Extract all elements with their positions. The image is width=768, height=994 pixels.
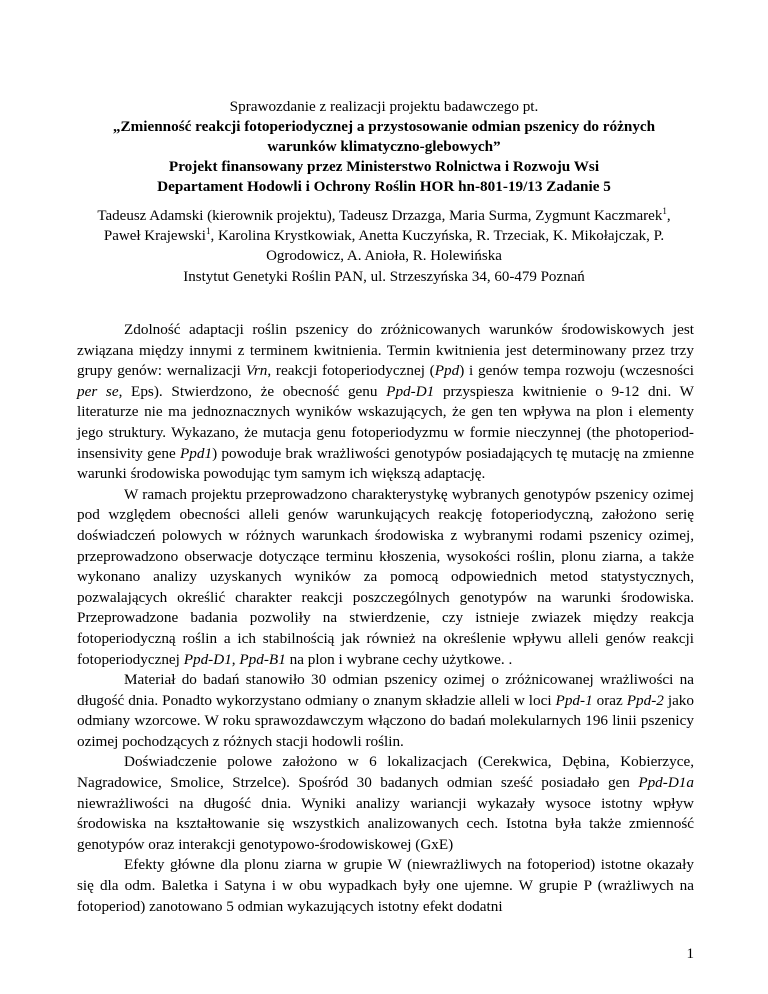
project-title: „Zmienność reakcji fotoperiodycznej a przystosowanie odmian pszenicy do różnych warunków klimatyczno-glebowych” bbox=[112, 118, 656, 155]
gene-name: Ppd-1 bbox=[555, 691, 593, 709]
gene-name: Ppd1 bbox=[180, 444, 213, 462]
page-number: 1 bbox=[686, 946, 694, 962]
gene-name: Ppd-2 bbox=[626, 691, 664, 709]
report-header bbox=[90, 97, 678, 197]
paragraph-5 bbox=[77, 855, 694, 917]
author-text-1: Tadeusz Adamski (kierownik projektu), Tadeusz Drzazga, Maria Surma, Zygmunt Kaczmarek bbox=[97, 208, 663, 224]
latin-term: per se bbox=[77, 382, 119, 400]
text-run: Efekty główne dla plonu ziarna w grupie W (niewrażliwych na fotoperiod) istotne okazały się dla odm. Baletka i Satyna i w obu wypadkach były one ujemne. W grupie P (wrażliwych na fotoperiod) zanotowano 5 odmian wykazujących istotny efekt dodatni bbox=[77, 856, 694, 915]
authors-block bbox=[90, 206, 678, 287]
text-run: Doświadczenie polowe założono w 6 lokalizacjach (Cerekwica, Dębina, Kobierzyce, Nagradowice, Smolice, Strzelce). Spośród 30 badanych odmian sześć posiadało gen bbox=[77, 753, 694, 792]
gene-name: Ppd bbox=[434, 362, 460, 380]
text-run: , reakcji fotoperiodycznej ( bbox=[267, 362, 435, 380]
text-run: Zdolność adaptacji roślin pszenicy do zróżnicowanych warunków środowiskowych jest związana między innymi z terminem kwitnienia. Termin kwitnienia jest determinowany przez trzy grupy genów: wernalizacji bbox=[77, 321, 694, 380]
text-run: oraz bbox=[592, 691, 627, 709]
author-text-3: , Karolina Krystkowiak, Anetta Kuczyńska, R. Trzeciak, K. Mikołajczak, P. Ogrodowicz, A. Anioła, R. Holewińska bbox=[210, 228, 665, 265]
gene-name: Ppd-D1 bbox=[386, 382, 435, 400]
paragraph-4 bbox=[77, 752, 694, 855]
funding-info: Projekt finansowany przez Ministerstwo Rolnictwa i Rozwoju Wsi bbox=[168, 158, 600, 175]
text-run: W ramach projektu przeprowadzono charakterystykę wybranych genotypów pszenicy ozimej pod względem obecności alleli genów warunkujących reakcję fotoperiodyczną, założono serię doświadczeń polowych w różnych warunkach środowiska z wybranymi rodami pszenicy ozimej, przeprowadzono obserwacje dotyczące terminu kłoszenia, wysokości roślin, plonu ziarna, a także wykonano analizy uzyskanych wyników za pomocą odpowiednich metod statystycznych, pozwalających określić charakter reakcji poszczególnych genotypów na warunki środowiska. Przeprowadzone badania pozwoliły na stwierdzenie, czy istnieje zwiazek między reakcja fotoperiodyczną roślin a ich stabilnością jak również na określenie wpływu alleli genów reakcji fotoperiodycznej bbox=[77, 485, 694, 668]
gene-name: Ppd-D1a bbox=[638, 774, 694, 792]
gene-name: Vrn bbox=[245, 362, 268, 380]
affiliation: Instytut Genetyki Roślin PAN, ul. Strzeszyńska 34, 60-479 Poznań bbox=[183, 268, 585, 285]
text-run: Materiał do badań stanowiło 30 odmian pszenicy ozimej o zróżnicowanej wrażliwości na długość dnia. Ponadto wykorzystano odmiany o znanym składzie alleli w loci bbox=[77, 671, 694, 709]
paragraph-3 bbox=[77, 670, 694, 752]
gene-name: Ppd-D1 bbox=[183, 650, 232, 668]
author-affiliation-mark: 1 bbox=[662, 206, 667, 216]
text-run: jako odmiany wzorcowe. W roku sprawozdawczym włączono do badań molekularnych 196 linii pszenicy ozimej pochodzących z różnych stacji hodowli roślin. bbox=[77, 691, 694, 750]
text-run: ) i genów tempa rozwoju (wczesności bbox=[459, 362, 694, 380]
text-run: , Eps). Stwierdzono, że obecność genu bbox=[118, 382, 387, 400]
report-type: Sprawozdanie z realizacji projektu badawczego pt. bbox=[229, 98, 539, 115]
author-text-2: , Paweł Krajewski bbox=[103, 208, 671, 245]
text-run: na plon i wybrane cechy użytkowe. . bbox=[285, 650, 513, 668]
department-info: Departament Hodowli i Ochrony Roślin HOR hn-801-19/13 Zadanie 5 bbox=[157, 178, 611, 195]
author-affiliation-mark: 1 bbox=[205, 226, 211, 237]
text-run: ) powoduje brak wrażliwości genotypów posiadających tę mutację na zmienne warunki środowiska powodując tym samym ich większą adaptację. bbox=[77, 444, 694, 483]
gene-name: Ppd-B1 bbox=[239, 650, 286, 668]
paragraph-1 bbox=[77, 320, 694, 485]
text-run: niewrażliwości na długość dnia. Wyniki analizy wariancji wykazały wysoce istotny wpływ środowiska na kształtowanie się wszystkich analizowanych cech. Istotna była także zmienność genotypów oraz interakcji genotypowo-środowiskowej (GxE) bbox=[77, 794, 694, 853]
report-body bbox=[77, 320, 694, 917]
author-list bbox=[90, 206, 678, 267]
text-run: , bbox=[231, 650, 240, 668]
paragraph-2 bbox=[77, 485, 694, 670]
text-run: przyspiesza kwitnienie o 9-12 dni. W literaturze nie ma jednoznacznych wyników wskazujących, że gen ten wpływa na plon i elementy jego struktury. Wykazano, że mutacja genu fotoperiodyzmu w formie nieczynnej (the photoperiod-insensivity gene bbox=[77, 382, 694, 462]
